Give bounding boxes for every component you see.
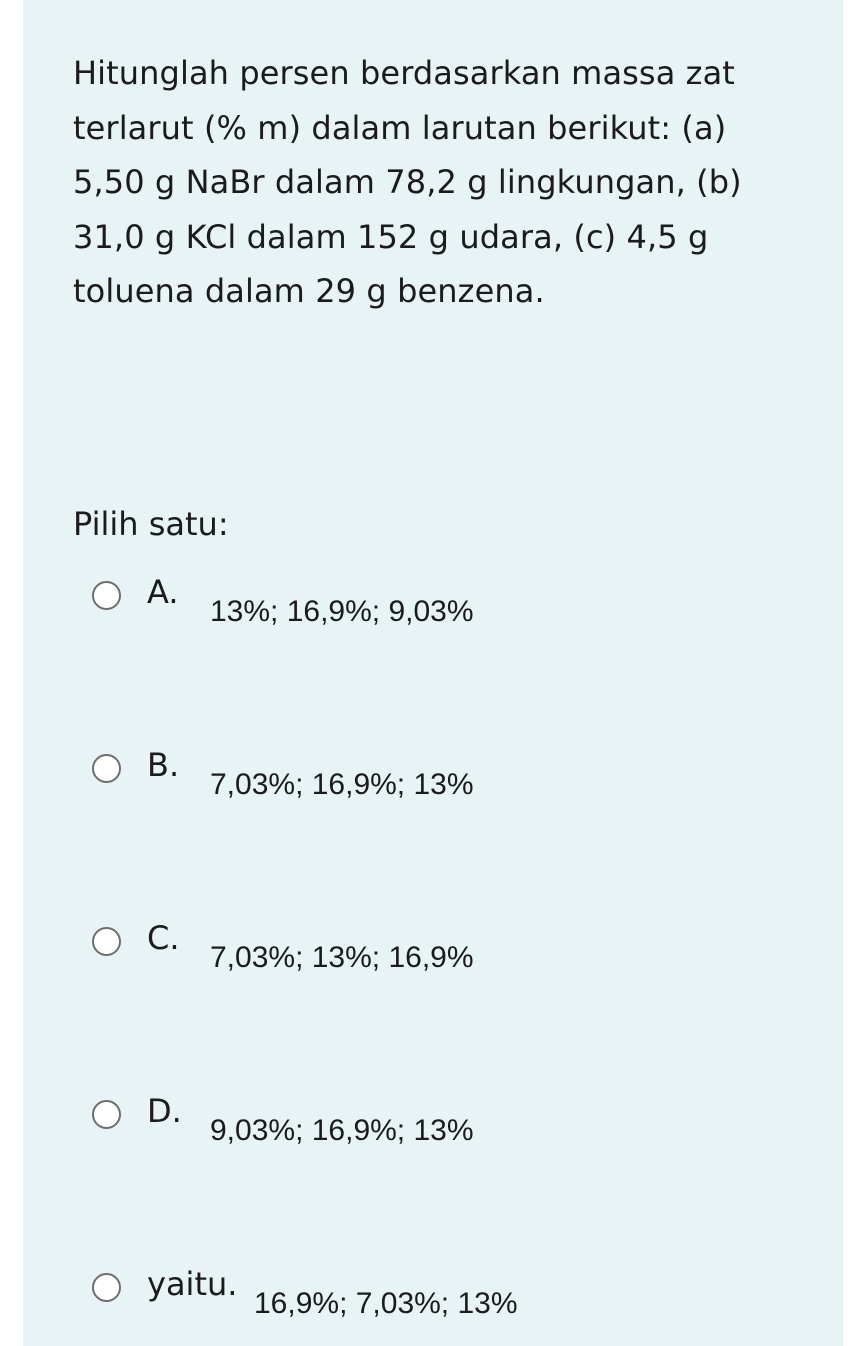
option-text: 7,03%; 13%; 16,9%: [210, 941, 474, 974]
option-c[interactable]: [92, 918, 792, 988]
option-e[interactable]: [92, 1264, 792, 1334]
option-text: 7,03%; 16,9%; 13%: [210, 768, 474, 801]
choose-one-prompt: Pilih satu:: [73, 505, 229, 543]
question-card: [23, 0, 843, 1346]
radio-icon[interactable]: [92, 1100, 121, 1129]
option-d[interactable]: [92, 1091, 792, 1161]
option-letter: C.: [147, 919, 180, 957]
option-a[interactable]: [92, 572, 792, 642]
option-letter: yaitu.: [147, 1265, 238, 1303]
radio-icon[interactable]: [92, 581, 121, 610]
option-text: 16,9%; 7,03%; 13%: [254, 1287, 518, 1320]
option-letter: A.: [147, 573, 179, 611]
option-b[interactable]: [92, 745, 792, 815]
radio-icon[interactable]: [92, 927, 121, 956]
option-letter: B.: [147, 746, 180, 784]
radio-icon[interactable]: [92, 1273, 121, 1302]
option-letter: D.: [147, 1092, 182, 1130]
option-text: 13%; 16,9%; 9,03%: [210, 595, 474, 628]
option-text: 9,03%; 16,9%; 13%: [210, 1114, 474, 1147]
radio-icon[interactable]: [92, 754, 121, 783]
question-text: Hitunglah persen berdasarkan massa zat terlarut (% m) dalam larutan berikut: (a) 5,50 g NaBr dalam 78,2 g lingkungan, (b) 31,0 g KCl dalam 152 g udara, (c) 4,5 g toluena dalam 29 g benzena.: [73, 54, 742, 310]
